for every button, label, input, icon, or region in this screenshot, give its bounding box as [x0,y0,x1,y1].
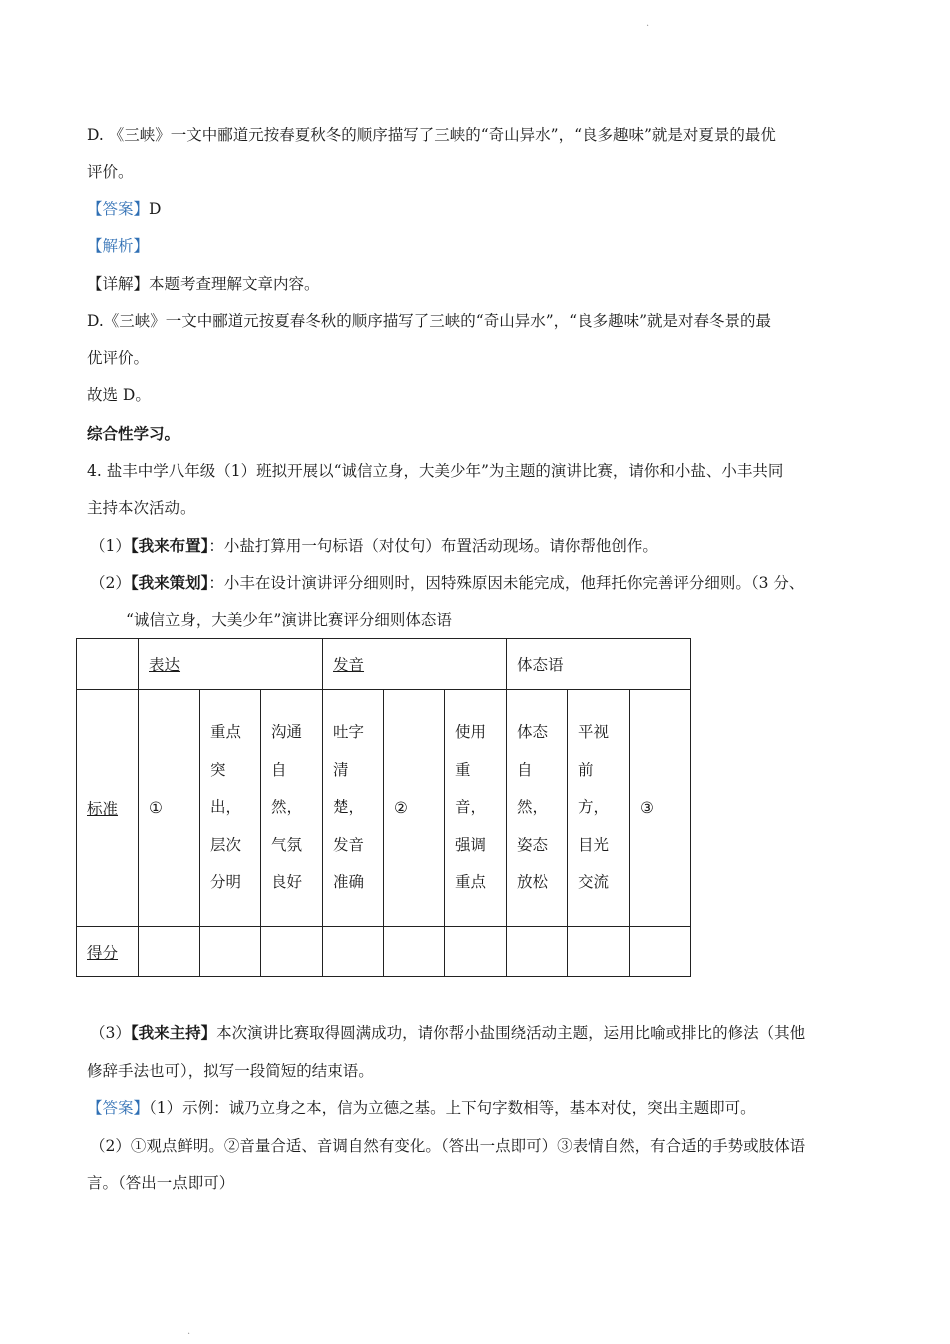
score-cell [384,927,445,977]
header-pronounce: 发音 [323,639,507,690]
posture-criterion-2: 平视前方，目光交流 [568,690,630,927]
page-mark-top: . [646,18,650,29]
header-express: 表达 [139,639,323,690]
sub1-line [90,536,658,556]
blank-2: ② [384,690,445,927]
corner-cell [77,639,139,690]
sub3-line2: 修辞手法也可），拟写一段简短的结束语。 [87,1062,374,1080]
pronounce-criterion-1: 吐字清楚，发音准确 [323,690,384,927]
sub1-prefix: （1） [90,537,131,555]
rubric-table [76,638,691,977]
answer-value: D [149,200,162,218]
q4-answer-line3: 言。（答出一点即可） [87,1174,235,1192]
score-cell [445,927,507,977]
posture-criterion-1: 体态自然，姿态放松 [507,690,568,927]
sub2-tag: 【我来策划】 [130,574,209,592]
table-caption: “诚信立身，大美少年”演讲比赛评分细则体态语 [126,611,452,629]
option-d-line2: 评价。 [87,163,134,181]
option-d-line1: D. 《三峡》一文中郦道元按春夏秋冬的顺序描写了三峡的“奇山异水”，“良多趣味”就是对夏景的最优 [87,126,776,144]
explain-line1: D.《三峡》一文中郦道元按夏春冬秋的顺序描写了三峡的“奇山异水”，“良多趣味”就是对春冬景的最 [87,312,772,330]
sub2-prefix: （2） [90,574,131,592]
row-label-score: 得分 [77,927,139,977]
sub2-text: ：小丰在设计演讲评分细则时，因特殊原因未能完成，他拜托你完善评分细则。（3 分、 [208,574,805,592]
answer-tag: 【答案】 [87,200,150,218]
analysis-tag: 【解析】 [87,237,150,255]
score-cell [200,927,261,977]
section-title: 综合性学习。 [87,425,181,443]
score-cell [323,927,384,977]
score-cell [630,927,691,977]
table-score-row [77,927,691,977]
detail-text: 本题考查理解文章内容。 [149,275,320,293]
table-header-row [77,639,691,690]
header-posture: 体态语 [507,639,691,690]
q4-answer-tag: 【答案】 [87,1099,150,1117]
row-label-standard: 标准 [77,690,139,927]
q4-stem-line2: 主持本次活动。 [87,499,196,517]
sub3-line [90,1023,805,1043]
detail-tag: 【详解】 [87,275,150,293]
sub1-text: ：小盐打算用一句标语（对仗句）布置活动现场。请你帮他创作。 [208,537,658,555]
blank-3: ③ [630,690,691,927]
sub3-text: 本次演讲比赛取得圆满成功，请你帮小盐围绕活动主题，运用比喻或排比的修法（其他 [216,1024,806,1042]
page-mark-bottom: . [187,1326,191,1337]
score-cell [261,927,323,977]
detail-line [87,274,320,294]
express-criterion-3: 沟通自然，气氛良好 [261,690,323,927]
express-criterion-2: 重点突出，层次分明 [200,690,261,927]
score-cell [139,927,200,977]
pronounce-criterion-3: 使用重音，强调重点 [445,690,507,927]
sub3-tag: 【我来主持】 [130,1024,217,1042]
score-cell [568,927,630,977]
score-cell [507,927,568,977]
sub3-prefix: （3） [90,1024,131,1042]
conclusion: 故选 D。 [87,386,151,404]
sub1-tag: 【我来布置】 [130,537,209,555]
q4-answer-line1 [87,1098,756,1118]
q4-answer-text1: （1）示例：诚乃立身之本，信为立德之基。上下句字数相等，基本对仗，突出主题即可。 [149,1099,756,1117]
table-standard-row [77,690,691,927]
answer-line [87,199,161,219]
q4-answer-line2: （2）①观点鲜明。②音量合适、音调自然有变化。（答出一点即可）③表情自然，有合适的手势或肢体语 [90,1137,806,1155]
blank-1: ① [139,690,200,927]
explain-line2: 优评价。 [87,349,150,367]
sub2-line [90,573,804,593]
q4-stem-line1: 4. 盐丰中学八年级（1）班拟开展以“诚信立身，大美少年”为主题的演讲比赛，请你和小盐、小丰共同 [87,462,784,480]
